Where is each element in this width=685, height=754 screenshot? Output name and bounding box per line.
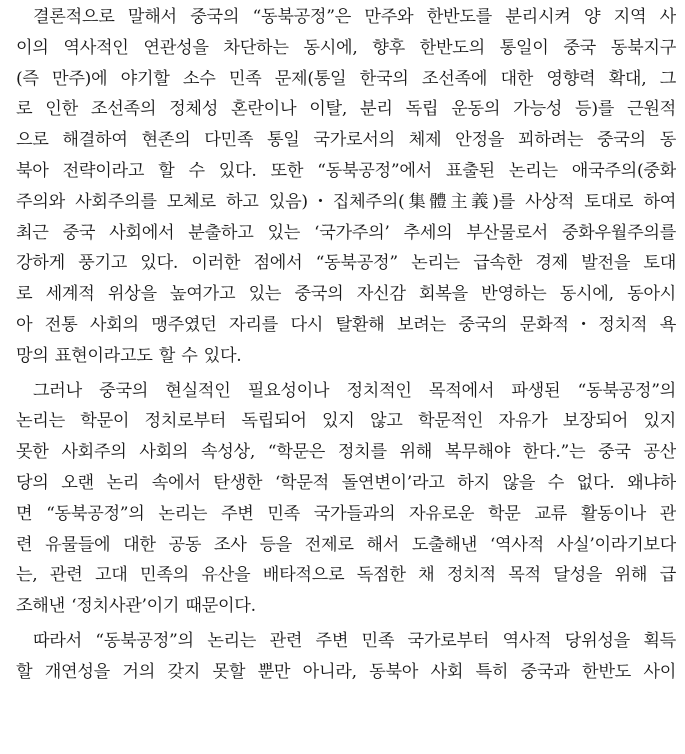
text-line: 논리는 학문이 정치로부터 독립되어 있지 않고 학문적인 자유가 보장되어 있지: [16, 411, 676, 432]
text-line: 당의 오랜 논리 속에서 탄생한 ‘학문적 돌연변이’라고 하지 않을 수 없다. 왜냐하: [16, 472, 676, 493]
text-line: 으로 해결하여 현존의 다민족 통일 국가로서의 체제 안정을 꾀하려는 중국의 동: [16, 130, 676, 151]
document-page: [16, 2, 676, 688]
text-line: 주의와 사회주의를 모체로 하고 있음)・집체주의(集體主義)를 사상적 토대로 하여: [16, 191, 676, 212]
text-line: 망의 표현이라고도 할 수 있다.: [16, 345, 242, 366]
text-line: 못한 사회주의 사회의 속성상, “학문은 정치를 위해 복무해야 한다.”는 중국 공산: [16, 442, 676, 463]
text-line: 그러나 중국의 현실적인 필요성이나 정치적인 목적에서 파생된 “동북공정”의: [33, 380, 676, 401]
text-line: 할 개연성을 거의 갖지 못할 뿐만 아니라, 동북아 사회 특히 중국과 한반도 사이: [16, 661, 676, 682]
text-line: 로 인한 조선족의 정체성 혼란이나 이탈, 분리 독립 운동의 가능성 등)를 근원적: [16, 99, 676, 120]
text-line: 이의 역사적인 연관성을 차단하는 동시에, 향후 한반도의 통일이 중국 동북지구: [16, 37, 676, 58]
text-line: 최근 중국 사회에서 분출하고 있는 ‘국가주의’ 추세의 부산물로서 중화우월주의를: [16, 222, 676, 243]
text-line: (즉 만주)에 야기할 소수 민족 문제(통일 한국의 조선족에 대한 영향력 확대, 그: [16, 68, 676, 89]
text-line: 조해낸 ‘정치사관’이기 때문이다.: [16, 596, 256, 617]
paragraph-conclusion: [16, 2, 676, 372]
paragraph-critique: [16, 376, 676, 622]
text-line: 결론적으로 말해서 중국의 “동북공정”은 만주와 한반도를 분리시켜 양 지역 사: [33, 7, 676, 27]
text-line: 면 “동북공정”의 논리는 주변 민족 국가들과의 자유로운 학문 교류 활동이나 관: [16, 503, 676, 524]
paragraph-therefore: [16, 626, 676, 688]
text-line: 아 전통 사회의 맹주였던 자리를 다시 탈환해 보려는 중국의 문화적・정치적 욕: [16, 314, 676, 335]
text-line: 는, 관련 고대 민족의 유산을 배타적으로 독점한 채 정치적 목적 달성을 위해 급: [16, 565, 676, 586]
text-line: 북아 전략이라고 할 수 있다. 또한 “동북공정”에서 표출된 논리는 애국주의(중화: [16, 160, 676, 181]
text-line: 강하게 풍기고 있다. 이러한 점에서 “동북공정” 논리는 급속한 경제 발전을 토대: [16, 253, 676, 274]
text-line: 로 세계적 위상을 높여가고 있는 중국의 자신감 회복을 반영하는 동시에, 동아시: [16, 284, 676, 305]
text-line: 련 유물들에 대한 공동 조사 등을 전제로 해서 도출해낸 ‘역사적 사실’이라기보다: [16, 534, 676, 555]
text-line: 따라서 “동북공정”의 논리는 관련 주변 민족 국가로부터 역사적 당위성을 획득: [33, 630, 676, 651]
